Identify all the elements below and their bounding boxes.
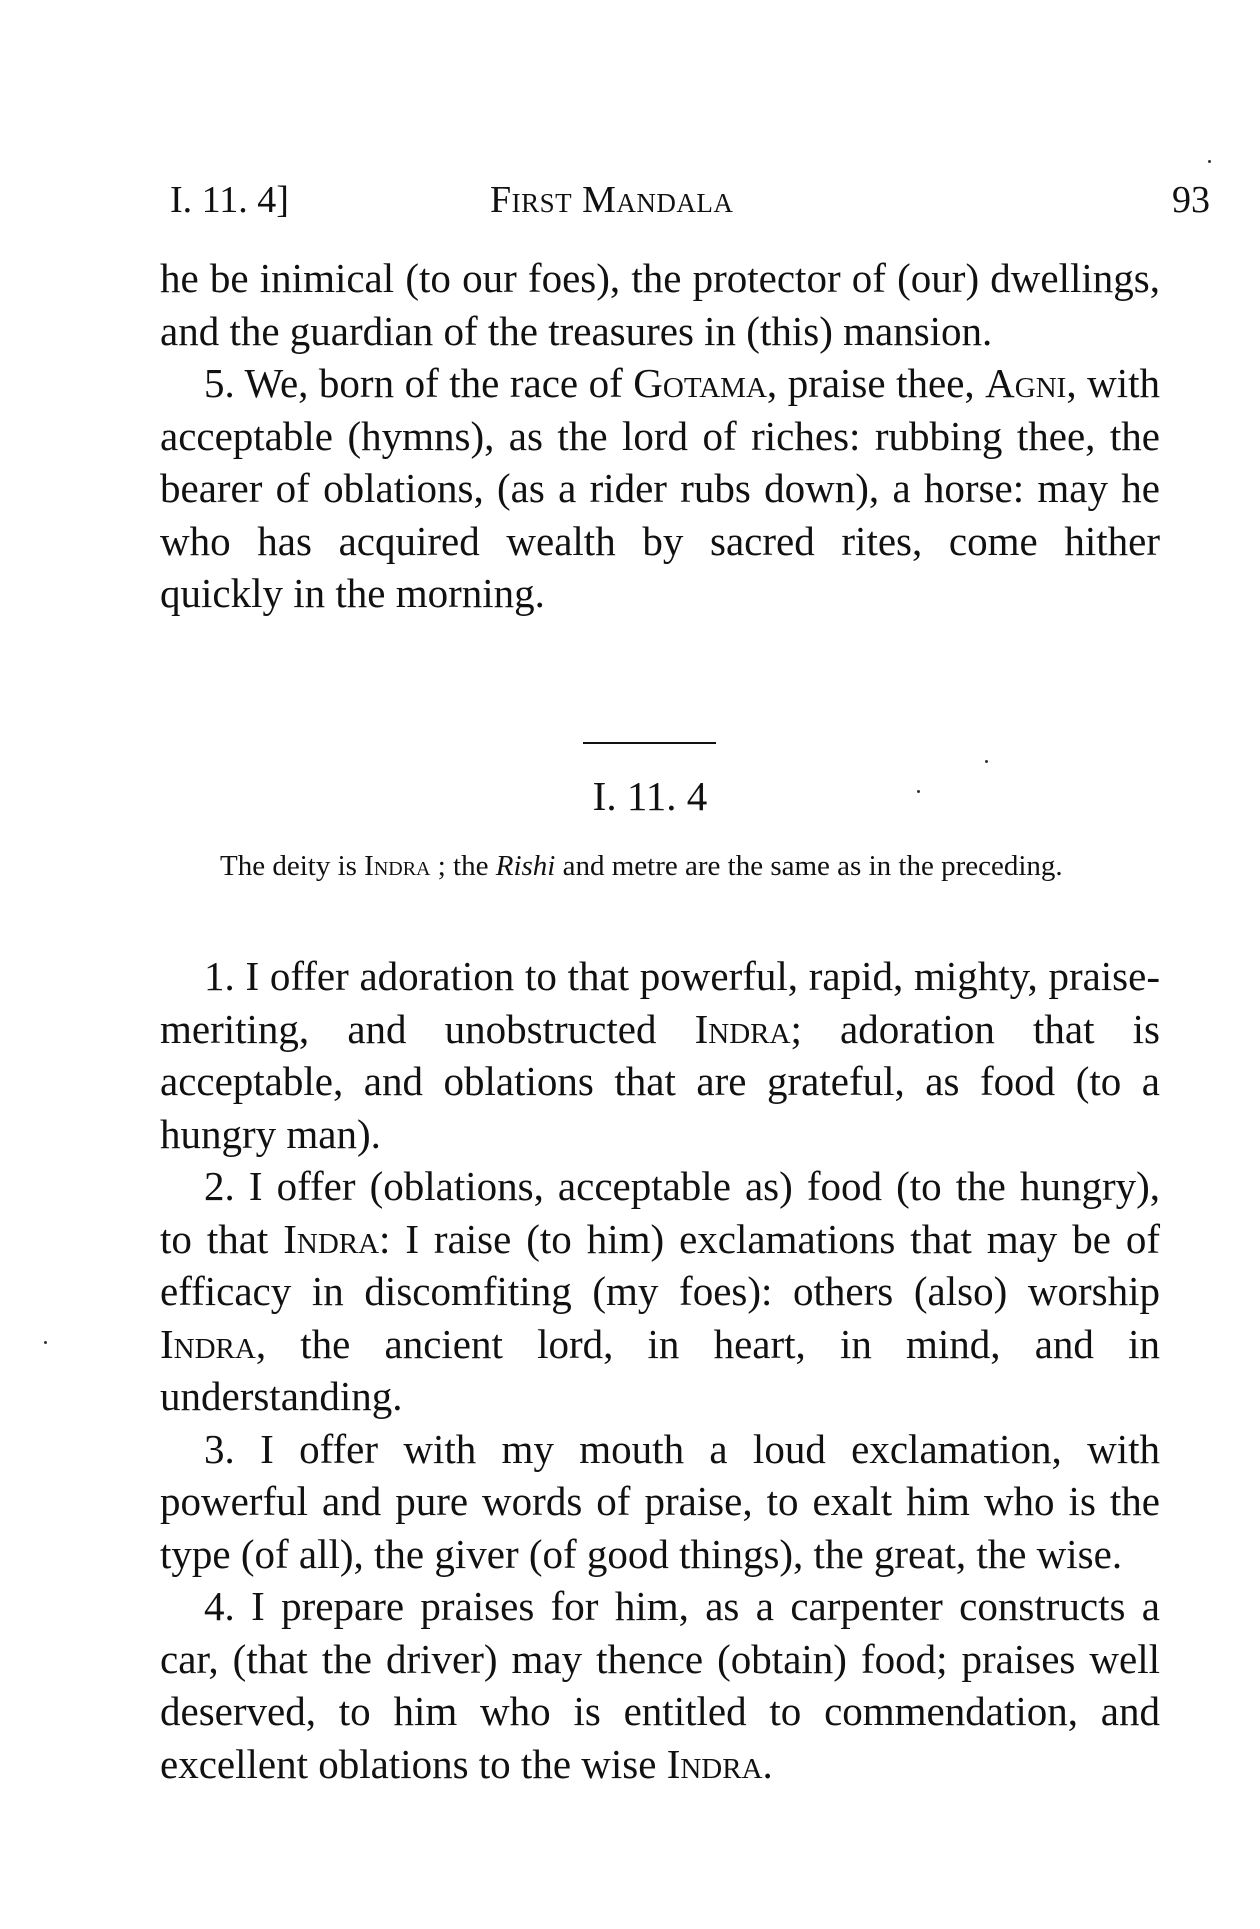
verse-text: I offer with my mouth a loud exclamation, with powerful and pure words of praise, to exalt him who is the type (of all), the giver (of good things), the great, the wise. [160, 1425, 1160, 1577]
verse-text: ; adoration that is acceptable, and oblations that are grateful, as food (to a hungry man). [160, 1005, 1160, 1157]
scan-speck [917, 790, 920, 793]
section-divider [583, 742, 716, 744]
scan-speck [44, 1341, 47, 1344]
proper-name: Gotama [633, 360, 767, 406]
verse-number: 4. [204, 1583, 235, 1629]
page-number: 93 [1172, 179, 1210, 221]
proper-name: Indra [160, 1320, 256, 1367]
intro-paragraph [160, 846, 1160, 886]
verse-text: I prepare praises for him, as a carpenter constructs a car, (that the driver) may thence (obtain) food; praises well deserved, to him who is entitled to commendation, and excellent oblations to the wise [160, 1583, 1160, 1787]
verse-text: . [762, 1740, 773, 1787]
verse-number: 2. [204, 1163, 235, 1209]
continued-paragraph: he be inimical (to our foes), the protector of (our) dwellings, and the guardian of the treasures in (this) mansion. [160, 255, 1160, 354]
header-title: First Mandala [490, 179, 734, 221]
proper-name: Agni [985, 360, 1067, 406]
verse-number: 1. [204, 953, 235, 999]
intro-text: ; the [430, 850, 496, 882]
hymn-verses [160, 950, 1160, 1790]
running-head [170, 172, 1210, 228]
proper-name: Indra [694, 1005, 791, 1052]
scan-speck [985, 760, 988, 763]
verse-number: 5. [204, 360, 235, 406]
intro-text: and metre are the same as in the preceding. [555, 850, 1063, 882]
verse-3 [160, 1423, 1160, 1581]
verse-text: We, born of the race of [244, 360, 634, 406]
proper-name: Indra [283, 1215, 380, 1262]
intro-text: The deity is [220, 850, 365, 882]
section-heading: I. 11. 4 [592, 773, 708, 819]
header-reference: I. 11. 4] [170, 179, 289, 221]
scan-speck [1208, 160, 1211, 163]
section-intro [160, 846, 1160, 886]
verse-text: , the ancient lord, in heart, in mind, and in understanding. [160, 1320, 1160, 1419]
verse-text: I offer (oblations, acceptable as) food (to the hungry), to that [160, 1163, 1160, 1262]
previous-hymn-end [160, 252, 1160, 620]
verse-text: , with acceptable (hymns), as the lord of riches: rubbing thee, the bearer of oblations, (as a rider rubs down), a horse: may he who has acquired wealth by sacred rites, come hither quickly in the morning. [160, 360, 1160, 616]
verse-4 [160, 1580, 1160, 1790]
rishi-term: Rishi [495, 850, 556, 882]
verse-text: : I raise (to him) exclamations that may be of efficacy in discomfiting (my foes): others (also) worship [160, 1215, 1160, 1314]
deity-name: Indra [364, 850, 431, 882]
proper-name: Indra [666, 1740, 763, 1787]
verse-2 [160, 1160, 1160, 1423]
verse-text: I offer adoration to that powerful, rapid, mighty, praise-meriting, and unobstructed [160, 953, 1160, 1052]
verse-1 [160, 950, 1160, 1160]
verse-5 [160, 357, 1160, 620]
verse-text: , praise thee, [766, 360, 986, 406]
verse-number: 3. [204, 1425, 235, 1472]
